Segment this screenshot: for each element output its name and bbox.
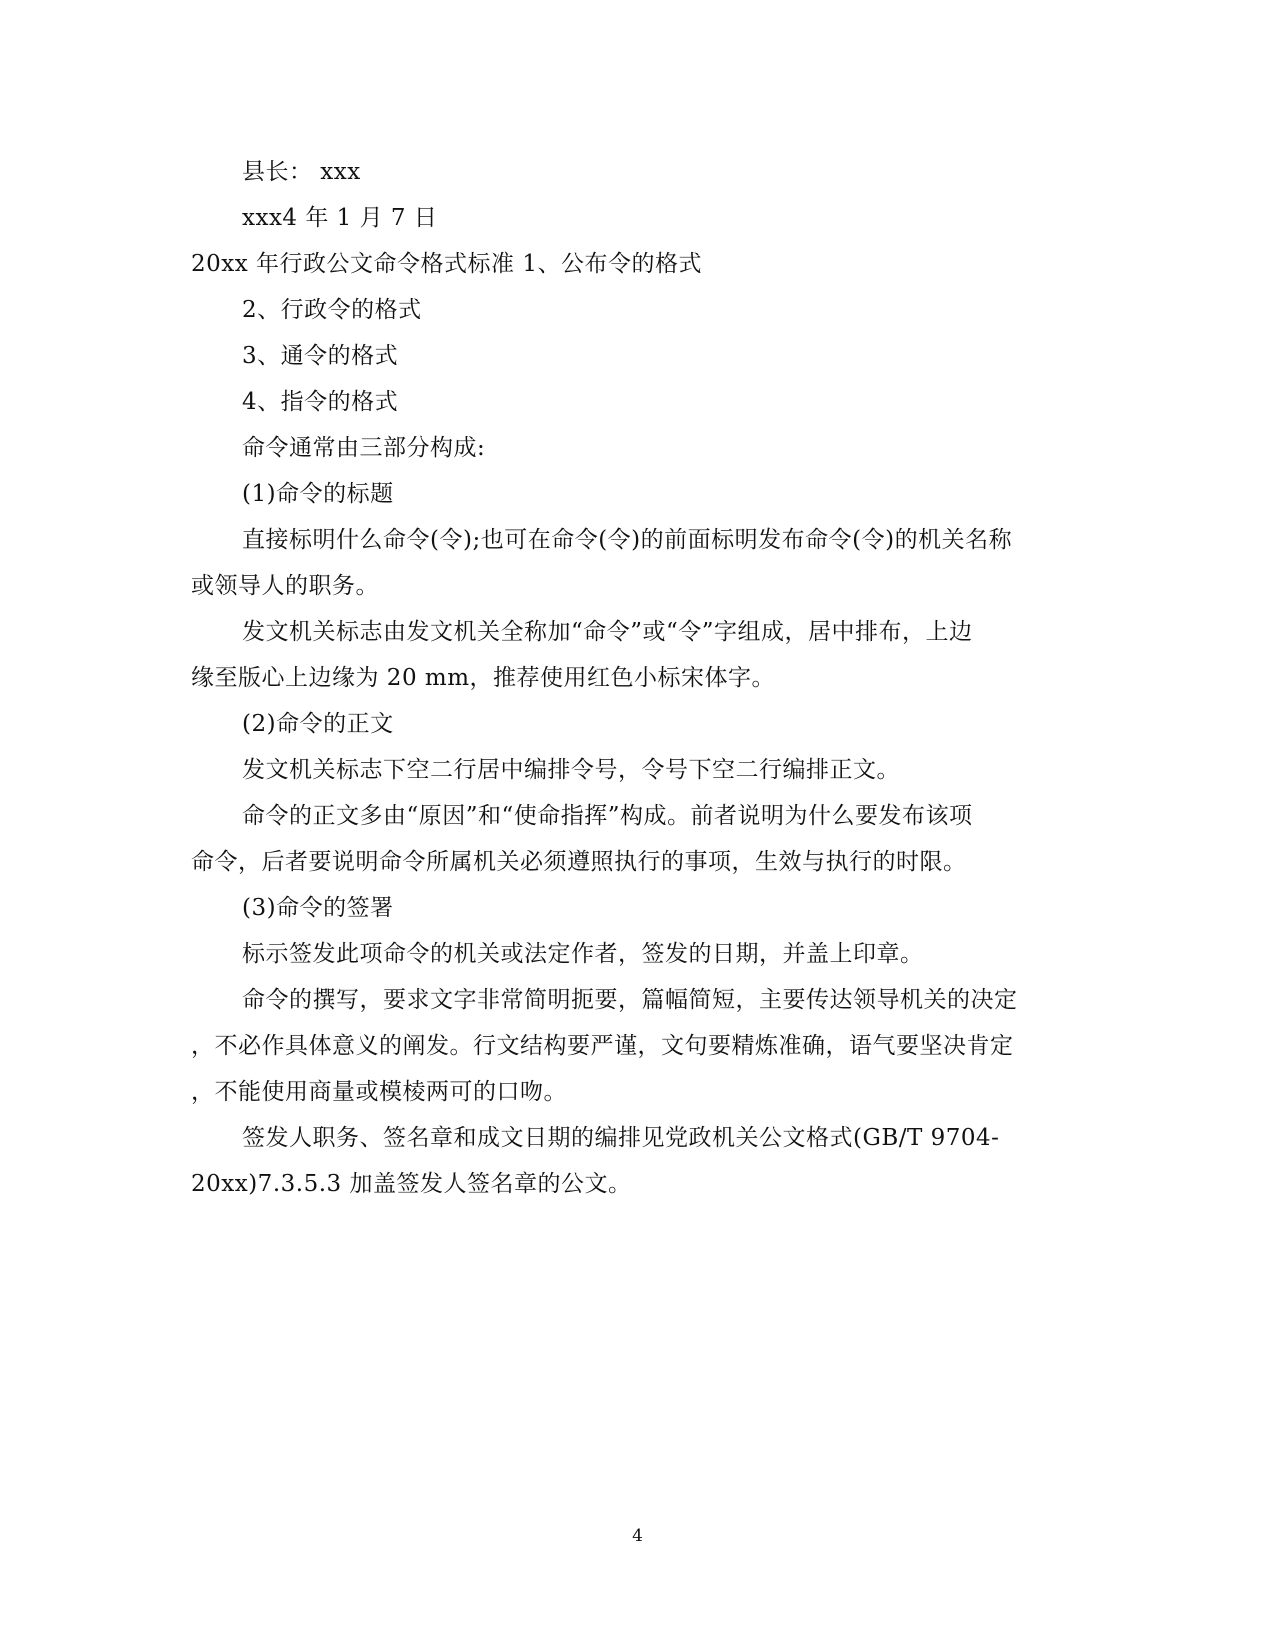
paragraph-line: 命令的撰写，要求文字非常简明扼要，篇幅简短，主要传达领导机关的决定	[242, 987, 1018, 1013]
list-item: 2、行政令的格式	[242, 297, 422, 323]
paragraph-line: 标示签发此项命令的机关或法定作者，签发的日期，并盖上印章。	[242, 941, 924, 967]
paragraph-line: 命令通常由三部分构成:	[242, 435, 486, 461]
subheading: (1)命令的标题	[242, 481, 394, 507]
paragraph-line: 命令，后者要说明命令所属机关必须遵照执行的事项，生效与执行的时限。	[191, 849, 967, 875]
paragraph-line: 命令的正文多由“原因”和“使命指挥”构成。前者说明为什么要发布该项	[242, 803, 973, 829]
date-line: xxx4 年 1 月 7 日	[242, 205, 438, 231]
paragraph-line: 发文机关标志由发文机关全称加“命令”或“令”字组成，居中排布，上边	[242, 619, 973, 645]
paragraph-line: 或领导人的职务。	[191, 573, 379, 599]
paragraph-line: 签发人职务、签名章和成文日期的编排见党政机关公文格式(GB/T 9704-	[242, 1125, 1000, 1151]
paragraph-line: 缘至版心上边缘为 20 mm，推荐使用红色小标宋体字。	[191, 665, 776, 691]
paragraph-line: ，不必作具体意义的阐发。行文结构要严谨，文句要精炼准确，语气要坚决肯定	[191, 1033, 1014, 1059]
signatory-line: 县长： xxx	[242, 159, 361, 185]
subheading: (2)命令的正文	[242, 711, 394, 737]
list-item: 4、指令的格式	[242, 389, 399, 415]
paragraph-line: 直接标明什么命令(令);也可在命令(令)的前面标明发布命令(令)的机关名称	[242, 527, 1013, 553]
list-item: 3、通令的格式	[242, 343, 399, 369]
subheading: (3)命令的签署	[242, 895, 394, 921]
paragraph-line: 发文机关标志下空二行居中编排令号，令号下空二行编排正文。	[242, 757, 900, 783]
paragraph-line: 20xx)7.3.5.3 加盖签发人签名章的公文。	[191, 1171, 632, 1197]
section-heading: 20xx 年行政公文命令格式标准 1、公布令的格式	[191, 251, 702, 277]
page-number: 4	[632, 1526, 643, 1546]
paragraph-line: ，不能使用商量或模棱两可的口吻。	[191, 1079, 567, 1105]
